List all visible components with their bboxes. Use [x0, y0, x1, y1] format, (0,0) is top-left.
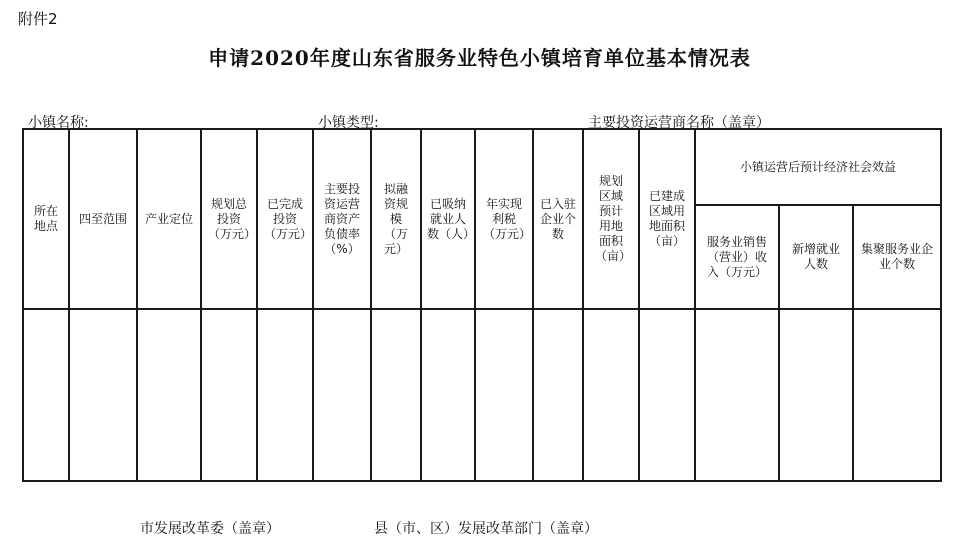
header-cell-benefits-group: [695, 129, 941, 205]
header-cell-financing: [371, 129, 421, 309]
header-text: 规划总投资（万元）: [208, 196, 257, 241]
header-text: 已建成区域用地面积（亩）: [648, 189, 685, 248]
town-type-label: 小镇类型:: [318, 115, 379, 131]
header-text: 年实现利税（万元）: [483, 196, 532, 241]
header-cell-planned-land: [583, 129, 639, 309]
header-cell-planned-investment: [201, 129, 257, 309]
data-cell: [137, 309, 201, 481]
attachment-label: 附件2: [18, 10, 58, 28]
header-text: 已吸纳就业人数（人）: [427, 196, 476, 241]
data-cell: [23, 309, 69, 481]
header-text: 服务业销售（营业）收入（万元）: [706, 234, 767, 279]
header-text: 规划区域预计用地面积（亩）: [595, 174, 632, 263]
header-cell-service-revenue: [695, 205, 779, 309]
data-cell: [583, 309, 639, 481]
header-text: 已入驻企业个数: [539, 196, 576, 241]
header-cell-built-land: [639, 129, 695, 309]
header-text: 已完成投资（万元）: [264, 196, 313, 241]
header-text: 新增就业人数: [791, 242, 840, 271]
data-cell: [313, 309, 371, 481]
header-text: 拟融资规模（万元）: [383, 181, 408, 256]
header-cell-service-enterprises: [853, 205, 941, 309]
town-name-label: 小镇名称:: [28, 115, 89, 131]
header-text: 所在地点: [33, 204, 58, 233]
data-cell: [257, 309, 313, 481]
header-cell-location: [23, 129, 69, 309]
info-table: [22, 128, 942, 482]
data-cell: [371, 309, 421, 481]
header-cell-employment: [421, 129, 475, 309]
table-row: [23, 309, 941, 481]
data-cell: [695, 309, 779, 481]
header-cell-enterprises: [533, 129, 583, 309]
data-cell: [475, 309, 533, 481]
header-cell-industry: [137, 129, 201, 309]
data-cell: [533, 309, 583, 481]
header-text: 四至范围: [78, 211, 127, 226]
data-cell: [779, 309, 853, 481]
data-cell: [69, 309, 137, 481]
data-cell: [201, 309, 257, 481]
header-text: 小镇运营后预计经济社会效益: [739, 159, 896, 174]
header-cell-tax: [475, 129, 533, 309]
data-cell: [421, 309, 475, 481]
header-cell-boundaries: [69, 129, 137, 309]
data-cell: [853, 309, 941, 481]
header-text: 集聚服务业企业个数: [861, 242, 934, 271]
investor-label: 主要投资运营商名称（盖章）: [588, 115, 770, 131]
header-text: 主要投资运营商资产负债率（%）: [323, 181, 360, 256]
header-cell-completed-investment: [257, 129, 313, 309]
header-text: 产业定位: [144, 211, 193, 226]
city-commission-seal-label: 市发展改革委（盖章）: [140, 521, 280, 537]
header-cell-debt-ratio: [313, 129, 371, 309]
data-cell: [639, 309, 695, 481]
county-department-seal-label: 县（市、区）发展改革部门（盖章）: [374, 521, 598, 537]
header-cell-new-jobs: [779, 205, 853, 309]
document-title: 申请2020年度山东省服务业特色小镇培育单位基本情况表: [208, 46, 751, 70]
